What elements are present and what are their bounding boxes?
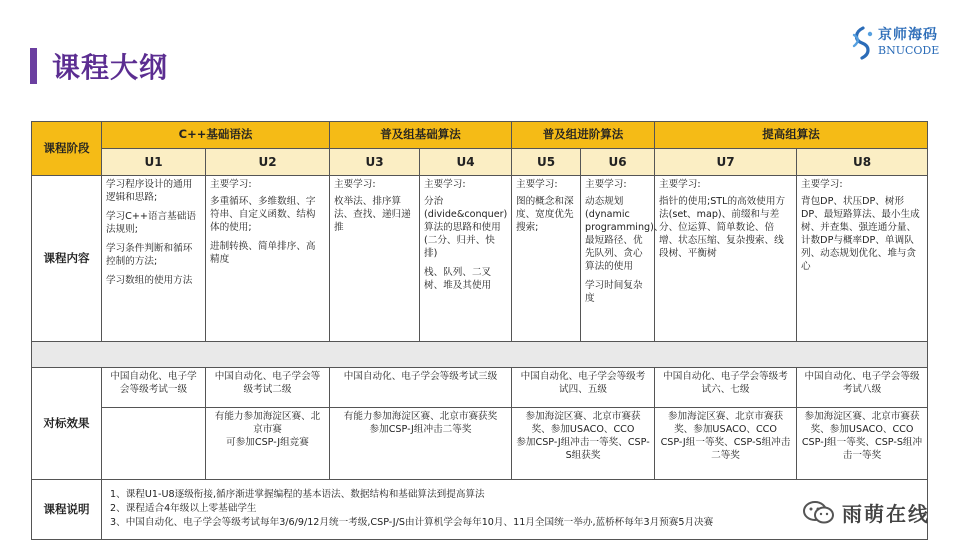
effect-cell-u5-u6-exam: 中国自动化、电子学会等级考试四、五级 (512, 368, 655, 408)
content-item: 进制转换、简单排序、高精度 (210, 240, 316, 265)
header-unit-u4: U4 (420, 149, 512, 176)
content-item: 分治(divide&conquer)算法的思路和使用(二分、归并、快排) (424, 195, 508, 259)
content-heading: 主要学习: (424, 179, 466, 190)
logo-mark-icon (850, 26, 876, 60)
note-item: 2、课程适合4年级以上零基础学生 (110, 503, 257, 515)
course-outline-table (31, 121, 928, 540)
content-item: 学习时间复杂度 (585, 279, 643, 304)
content-heading: 主要学习: (659, 179, 701, 190)
content-item: 多重循环、多维数组、字符串、自定义函数、结构体的使用; (210, 195, 316, 233)
header-unit-u1: U1 (102, 149, 206, 176)
header-stage-label: 课程阶段 (32, 122, 102, 176)
content-cell-u1 (102, 176, 206, 342)
watermark-text: 雨萌在线 (842, 502, 930, 526)
content-cell-u8 (797, 176, 928, 342)
header-unit-u6: U6 (581, 149, 655, 176)
effect-cell-u1: 中国自动化、电子学会等级考试一级 (102, 368, 206, 408)
content-item: 学习C++语言基础语法规则; (106, 210, 196, 235)
header-group-junior-basic: 普及组基础算法 (330, 122, 512, 149)
note-item: 1、课程U1-U8逐级衔接,循序渐进掌握编程的基本语法、数据结构和基础算法到提高算法 (110, 489, 485, 501)
content-item: 图的概念和深度、宽度优先搜索; (516, 195, 574, 233)
header-group-cpp-basics: C++基础语法 (102, 122, 330, 149)
effect-cell-u3-u4-contest: 有能力参加海淀区赛、北京市赛获奖 参加CSP-J组冲击二等奖 (330, 408, 512, 480)
content-item: 背包DP、状压DP、树形DP、最短路算法、最小生成树、并查集、强连通分量、计数DP与概率DP、单调队列、动态规划优化、堆与贪心 (801, 195, 920, 272)
header-unit-u5: U5 (512, 149, 581, 176)
logo-chinese-name: 京师海码 (878, 27, 938, 43)
content-item: 栈、队列、二叉树、堆及其使用 (424, 266, 492, 291)
content-item: 指针的使用;STL的高效使用方法(set、map)、前缀和与差分、位运算、简单数论、倍增、状态压缩、复杂搜索、线段树、平衡树 (659, 195, 786, 259)
content-item: 学习条件判断和循环控制的方法; (106, 242, 193, 267)
header-unit-u3: U3 (330, 149, 420, 176)
wechat-icon (802, 500, 836, 526)
row-label-effect: 对标效果 (32, 368, 102, 480)
brand-logo (850, 22, 938, 66)
effect-cell-u5-u6-contest: 参加海淀区赛、北京市赛获奖、参加USACO、CCO 参加CSP-J组冲击一等奖、CSP-S组获奖 (512, 408, 655, 480)
effect-cell-u8-contest: 参加海淀区赛、北京市赛获奖、参加USACO、CCO CSP-J组一等奖、CSP-S组冲击一等奖 (797, 408, 928, 480)
content-cell-u5 (512, 176, 581, 342)
content-heading: 主要学习: (585, 179, 627, 190)
content-cell-u2 (206, 176, 330, 342)
content-cell-u4 (420, 176, 512, 342)
header-group-senior: 提高组算法 (655, 122, 928, 149)
content-item: 动态规划(dynamic programming)、最短路径、优先队列、贪心算法的使用 (585, 195, 664, 272)
content-item: 学习程序设计的通用逻辑和思路; (106, 179, 193, 203)
content-item: 学习数组的使用方法 (106, 274, 193, 286)
separator-row (32, 342, 928, 368)
effect-cell-u1-empty (102, 408, 206, 480)
header-unit-u7: U7 (655, 149, 797, 176)
header-unit-u2: U2 (206, 149, 330, 176)
logo-english-name: BNUCODE (878, 44, 940, 57)
content-heading: 主要学习: (334, 179, 376, 190)
page-title: 课程大纲 (52, 51, 169, 84)
content-heading: 主要学习: (516, 179, 558, 190)
content-item: 枚举法、排序算法、查找、递归递推 (334, 195, 411, 233)
content-heading: 主要学习: (210, 179, 252, 190)
effect-cell-u7-exam: 中国自动化、电子学会等级考试六、七级 (655, 368, 797, 408)
header-unit-u8: U8 (797, 149, 928, 176)
content-cell-u3 (330, 176, 420, 342)
row-label-content: 课程内容 (32, 176, 102, 342)
content-heading: 主要学习: (801, 179, 843, 190)
effect-cell-u7-contest: 参加海淀区赛、北京市赛获奖、参加USACO、CCO CSP-J组一等奖、CSP-S组冲击二等奖 (655, 408, 797, 480)
separator-cell (32, 342, 928, 368)
watermark (802, 498, 930, 527)
content-cell-u7 (655, 176, 797, 342)
content-cell-u6 (581, 176, 664, 342)
effect-cell-u3-u4-exam: 中国自动化、电子学会等级考试三级 (330, 368, 512, 408)
effect-cell-u2-contest: 有能力参加海淀区赛、北京市赛 可参加CSP-J组竞赛 (206, 408, 330, 480)
header-group-junior-advanced: 普及组进阶算法 (512, 122, 655, 149)
effect-cell-u8-exam: 中国自动化、电子学会等级考试八级 (797, 368, 928, 408)
note-item: 3、中国自动化、电子学会等级考试每年3/6/9/12月统一考级,CSP-J/S由计算机学会每年10月、11月全国统一举办,蓝桥杯每年3月预赛5月决赛 (110, 516, 714, 528)
effect-cell-u2-exam: 中国自动化、电子学会等级考试二级 (206, 368, 330, 408)
row-label-notes: 课程说明 (32, 480, 102, 540)
title-accent-bar (30, 48, 37, 84)
